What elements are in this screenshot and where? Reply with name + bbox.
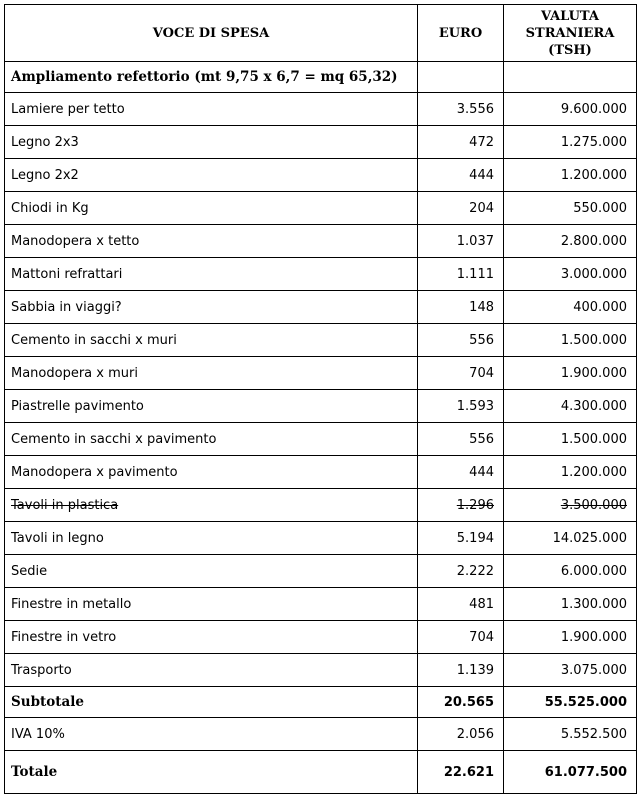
item-label-cell [5, 522, 418, 555]
item-euro-cell [418, 555, 504, 588]
item-label-cell [5, 489, 418, 522]
item-euro-cell [418, 192, 504, 225]
item-tsh-cell [504, 357, 637, 390]
item-tsh: 1.500.000 [560, 431, 627, 447]
item-label-cell [5, 192, 418, 225]
item-euro-cell [418, 324, 504, 357]
item-tsh-cell [504, 390, 637, 423]
item-tsh-cell [504, 126, 637, 159]
item-label: Lamiere per tetto [11, 101, 125, 117]
item-tsh-cell [504, 258, 637, 291]
item-tsh-cell [504, 192, 637, 225]
item-euro: 444 [469, 464, 494, 480]
item-tsh: 1.300.000 [560, 596, 627, 612]
item-euro: 704 [469, 365, 494, 381]
subtotal-label: Subtotale [5, 687, 418, 718]
item-row [5, 390, 637, 423]
item-euro-cell [418, 291, 504, 324]
item-euro-cell [418, 225, 504, 258]
item-label-cell [5, 126, 418, 159]
item-euro-cell [418, 654, 504, 687]
item-tsh: 4.300.000 [560, 398, 627, 414]
section-euro-empty [418, 62, 504, 93]
item-tsh-cell [504, 456, 637, 489]
item-euro: 1.296 [456, 497, 494, 513]
item-tsh-cell [504, 654, 637, 687]
item-euro-cell [418, 423, 504, 456]
item-tsh: 550.000 [573, 200, 627, 216]
item-label: Piastrelle pavimento [11, 398, 144, 414]
section-row [5, 62, 637, 93]
item-row [5, 423, 637, 456]
item-euro-cell [418, 489, 504, 522]
total-label: Totale [5, 751, 418, 794]
item-row [5, 456, 637, 489]
subtotal-euro: 20.565 [418, 687, 504, 718]
item-tsh: 9.600.000 [560, 101, 627, 117]
item-row [5, 93, 637, 126]
header-item: VOCE DI SPESA [5, 5, 418, 62]
item-label: Manodopera x muri [11, 365, 138, 381]
item-row [5, 258, 637, 291]
item-euro-cell [418, 93, 504, 126]
section-tsh-empty [504, 62, 637, 93]
item-label-cell [5, 225, 418, 258]
item-tsh: 3.500.000 [560, 497, 627, 513]
total-row [5, 751, 637, 794]
item-euro: 481 [469, 596, 494, 612]
items-body [5, 93, 637, 687]
header-row [5, 5, 637, 62]
header-foreign-currency [504, 5, 637, 62]
item-tsh-cell [504, 225, 637, 258]
item-label-cell [5, 291, 418, 324]
item-label-cell [5, 654, 418, 687]
item-euro-cell [418, 390, 504, 423]
total-euro: 22.621 [418, 751, 504, 794]
item-tsh: 1.200.000 [560, 464, 627, 480]
item-euro: 444 [469, 167, 494, 183]
item-row [5, 192, 637, 225]
budget-table [4, 4, 637, 794]
item-label: Legno 2x3 [11, 134, 79, 150]
item-euro: 704 [469, 629, 494, 645]
vat-label: IVA 10% [5, 718, 418, 751]
item-label: Mattoni refrattari [11, 266, 123, 282]
item-euro-cell [418, 522, 504, 555]
item-euro-cell [418, 588, 504, 621]
item-tsh: 1.275.000 [560, 134, 627, 150]
item-label: Finestre in vetro [11, 629, 117, 645]
item-tsh: 2.800.000 [560, 233, 627, 249]
item-label-cell [5, 423, 418, 456]
header-foreign-text: VALUTA STRANIERA (TSH) [525, 8, 615, 58]
item-row [5, 126, 637, 159]
item-tsh-cell [504, 159, 637, 192]
total-tsh: 61.077.500 [504, 751, 637, 794]
item-label: Cemento in sacchi x muri [11, 332, 177, 348]
subtotal-row [5, 687, 637, 718]
item-tsh: 1.900.000 [560, 365, 627, 381]
item-tsh-cell [504, 291, 637, 324]
item-euro: 2.222 [456, 563, 494, 579]
item-label-cell [5, 588, 418, 621]
item-euro: 472 [469, 134, 494, 150]
item-euro-cell [418, 456, 504, 489]
item-euro: 148 [469, 299, 494, 315]
item-label-cell [5, 456, 418, 489]
item-row [5, 654, 637, 687]
item-tsh: 1.500.000 [560, 332, 627, 348]
item-euro-cell [418, 258, 504, 291]
item-tsh: 6.000.000 [560, 563, 627, 579]
section-title: Ampliamento refettorio (mt 9,75 x 6,7 = mq 65,32) [5, 62, 418, 93]
item-euro: 1.037 [456, 233, 494, 249]
item-label-cell [5, 93, 418, 126]
item-euro-cell [418, 159, 504, 192]
item-label: Manodopera x tetto [11, 233, 140, 249]
item-euro: 3.556 [456, 101, 494, 117]
item-row [5, 159, 637, 192]
item-label: Tavoli in plastica [11, 497, 119, 513]
item-tsh-cell [504, 522, 637, 555]
item-tsh-cell [504, 93, 637, 126]
header-euro: EURO [418, 5, 504, 62]
item-row [5, 357, 637, 390]
item-label: Sedie [11, 563, 48, 579]
item-row [5, 291, 637, 324]
item-label-cell [5, 621, 418, 654]
item-euro-cell [418, 621, 504, 654]
item-tsh: 1.900.000 [560, 629, 627, 645]
item-tsh-cell [504, 423, 637, 456]
item-label: Tavoli in legno [11, 530, 104, 546]
item-row [5, 522, 637, 555]
item-euro: 556 [469, 332, 494, 348]
item-tsh: 3.000.000 [560, 266, 627, 282]
item-tsh-cell [504, 588, 637, 621]
item-row [5, 621, 637, 654]
item-label-cell [5, 258, 418, 291]
item-euro: 1.111 [456, 266, 494, 282]
item-label-cell [5, 159, 418, 192]
vat-tsh: 5.552.500 [504, 718, 637, 751]
item-label: Sabbia in viaggi? [11, 299, 122, 315]
item-label: Manodopera x pavimento [11, 464, 178, 480]
item-tsh: 3.075.000 [560, 662, 627, 678]
item-euro-cell [418, 126, 504, 159]
item-euro-cell [418, 357, 504, 390]
item-tsh: 14.025.000 [552, 530, 627, 546]
item-row [5, 588, 637, 621]
item-label: Cemento in sacchi x pavimento [11, 431, 217, 447]
item-tsh-cell [504, 621, 637, 654]
item-euro: 5.194 [456, 530, 494, 546]
item-tsh: 1.200.000 [560, 167, 627, 183]
item-tsh-cell [504, 324, 637, 357]
item-label-cell [5, 390, 418, 423]
item-tsh-cell [504, 555, 637, 588]
item-row [5, 489, 637, 522]
item-label-cell [5, 357, 418, 390]
vat-row [5, 718, 637, 751]
item-label: Chiodi in Kg [11, 200, 89, 216]
item-label: Finestre in metallo [11, 596, 132, 612]
item-tsh-cell [504, 489, 637, 522]
vat-euro: 2.056 [418, 718, 504, 751]
item-row [5, 225, 637, 258]
subtotal-tsh: 55.525.000 [504, 687, 637, 718]
item-label: Legno 2x2 [11, 167, 79, 183]
item-euro: 556 [469, 431, 494, 447]
item-euro: 204 [469, 200, 494, 216]
item-tsh: 400.000 [573, 299, 627, 315]
item-row [5, 555, 637, 588]
item-label-cell [5, 324, 418, 357]
item-label: Trasporto [11, 662, 72, 678]
item-euro: 1.139 [456, 662, 494, 678]
item-label-cell [5, 555, 418, 588]
item-euro: 1.593 [456, 398, 494, 414]
item-row [5, 324, 637, 357]
